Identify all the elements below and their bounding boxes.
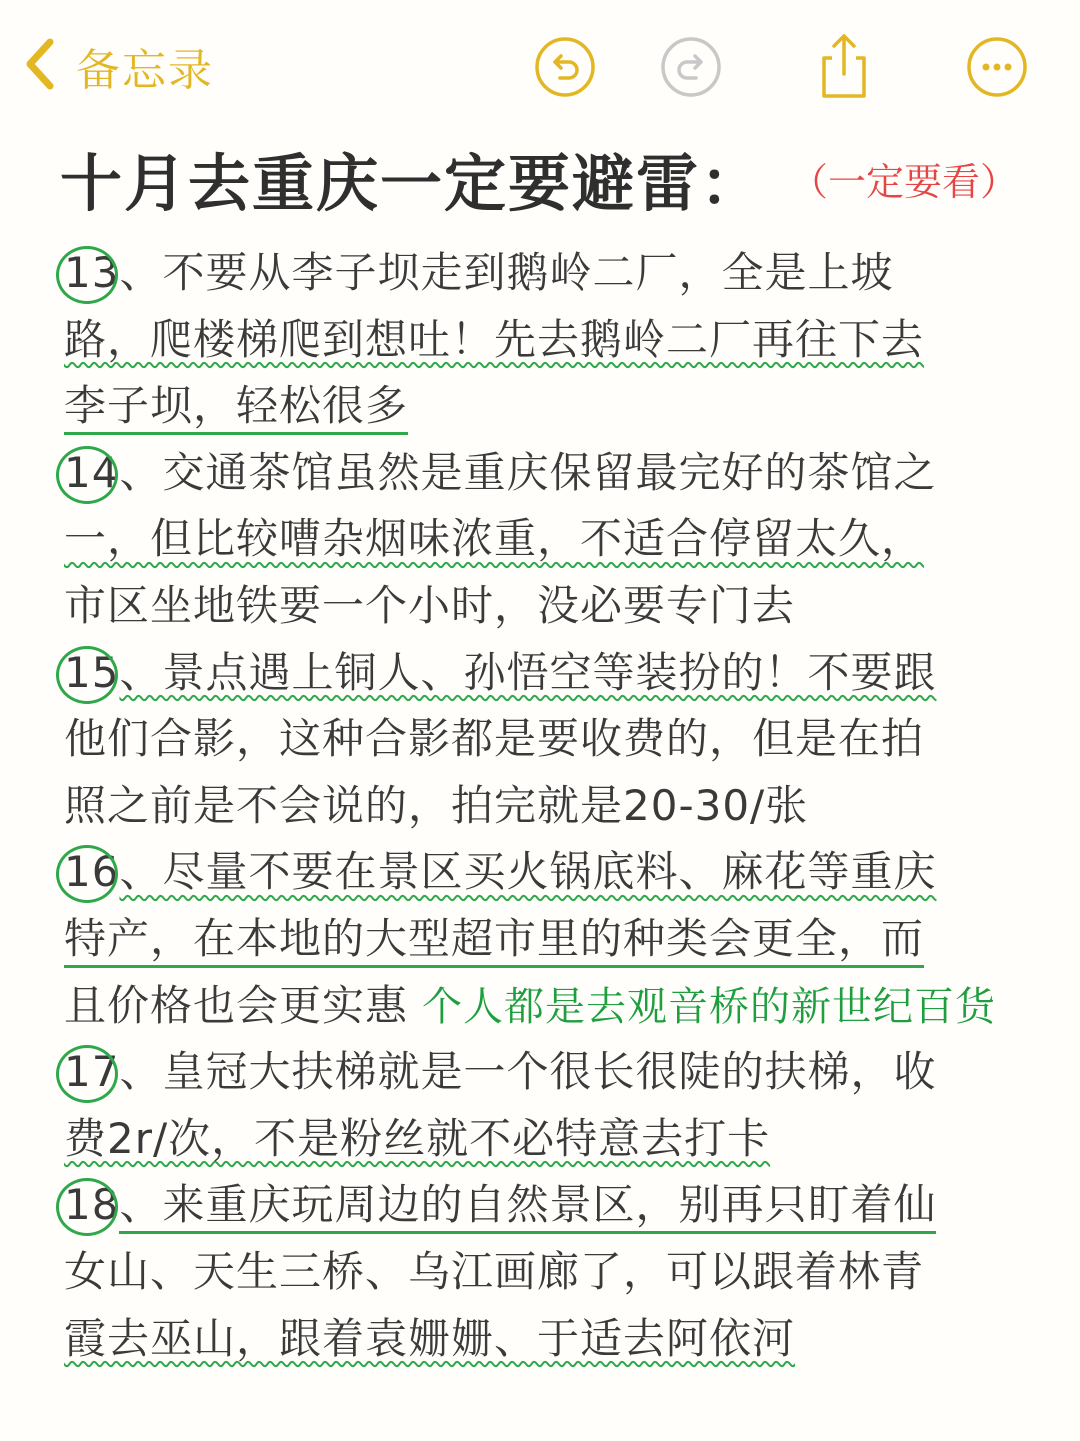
share-button[interactable] xyxy=(814,30,874,102)
note-line xyxy=(64,1306,1044,1373)
item-text: 、不要从李子坝走到鹅岭二厂，全是上坡 xyxy=(119,248,894,297)
item-text: 、来重庆玩周边的自然景区，别再只盯着仙 xyxy=(119,1180,936,1234)
note-line xyxy=(64,573,1044,640)
item-text: 女山、天生三桥、乌江画廊了，可以跟着林青 xyxy=(64,1246,925,1296)
note-line xyxy=(64,1172,1044,1239)
item-number: 15 xyxy=(64,640,119,707)
note-line xyxy=(64,440,1044,507)
toolbar xyxy=(0,0,1080,130)
undo-icon xyxy=(534,36,596,98)
item-text: 霞去巫山，跟着袁姗姗、于适去阿依河 xyxy=(64,1313,796,1363)
item-number: 16 xyxy=(64,839,119,906)
back-button[interactable] xyxy=(20,34,214,98)
title-annotation: （一定要看） xyxy=(790,159,1019,204)
item-text: 、尽量不要在景区买火锅底料、麻花等重庆 xyxy=(119,847,937,897)
note-line xyxy=(64,307,1044,374)
item-text: 路，爬楼梯爬到想吐！先去鹅岭二厂再往下去 xyxy=(64,314,925,364)
item-text: 照之前是不会说的，拍完就是20-30/张 xyxy=(64,780,809,830)
note-line xyxy=(64,373,1044,440)
item-number: 14 xyxy=(64,440,119,507)
redo-button[interactable] xyxy=(660,36,722,98)
note-line xyxy=(64,240,1044,307)
undo-button[interactable] xyxy=(534,36,596,98)
more-icon xyxy=(966,36,1028,98)
item-text: 市区坐地铁要一个小时，没必要专门去 xyxy=(64,580,796,630)
note-line xyxy=(64,506,1044,573)
note-line xyxy=(64,906,1044,973)
note-line xyxy=(64,1106,1044,1173)
note-body[interactable] xyxy=(64,240,1044,1372)
item-number: 17 xyxy=(64,1039,119,1106)
item-text: 费2r/次，不是粉丝就不必特意去打卡 xyxy=(64,1113,771,1163)
item-text: 一，但比较嘈杂烟味浓重，不适合停留太久， xyxy=(64,514,925,564)
item-text: 、皇冠大扶梯就是一个很长很陡的扶梯，收 xyxy=(119,1047,937,1097)
note-line xyxy=(64,773,1044,840)
note-line xyxy=(64,839,1044,906)
note-line xyxy=(64,1239,1044,1306)
item-text: 特产，在本地的大型超市里的种类会更全，而 xyxy=(64,914,924,968)
note-title: 十月去重庆一定要避雷： xyxy=(60,146,765,220)
handwritten-note: 个人都是去观音桥的新世纪百货 xyxy=(422,983,997,1030)
item-text: 李子坝，轻松很多 xyxy=(64,381,408,435)
share-icon xyxy=(814,30,874,102)
item-text: 、交通茶馆虽然是重庆保留最完好的茶馆之 xyxy=(119,447,937,497)
item-number: 13 xyxy=(64,240,119,307)
note-line xyxy=(64,973,1044,1040)
note-line xyxy=(64,706,1044,773)
chevron-left-icon xyxy=(20,34,60,98)
note-title-row xyxy=(60,138,1070,218)
more-button[interactable] xyxy=(966,36,1028,98)
note-line xyxy=(64,640,1044,707)
back-label: 备忘录 xyxy=(76,45,214,96)
item-text: 且价格也会更实惠 xyxy=(64,980,409,1030)
item-text: 他们合影，这种合影都是要收费的，但是在拍 xyxy=(64,714,925,764)
redo-icon xyxy=(660,36,722,98)
note-line xyxy=(64,1039,1044,1106)
item-number: 18 xyxy=(64,1172,119,1239)
item-text: 、景点遇上铜人、孙悟空等装扮的！不要跟 xyxy=(119,647,937,697)
